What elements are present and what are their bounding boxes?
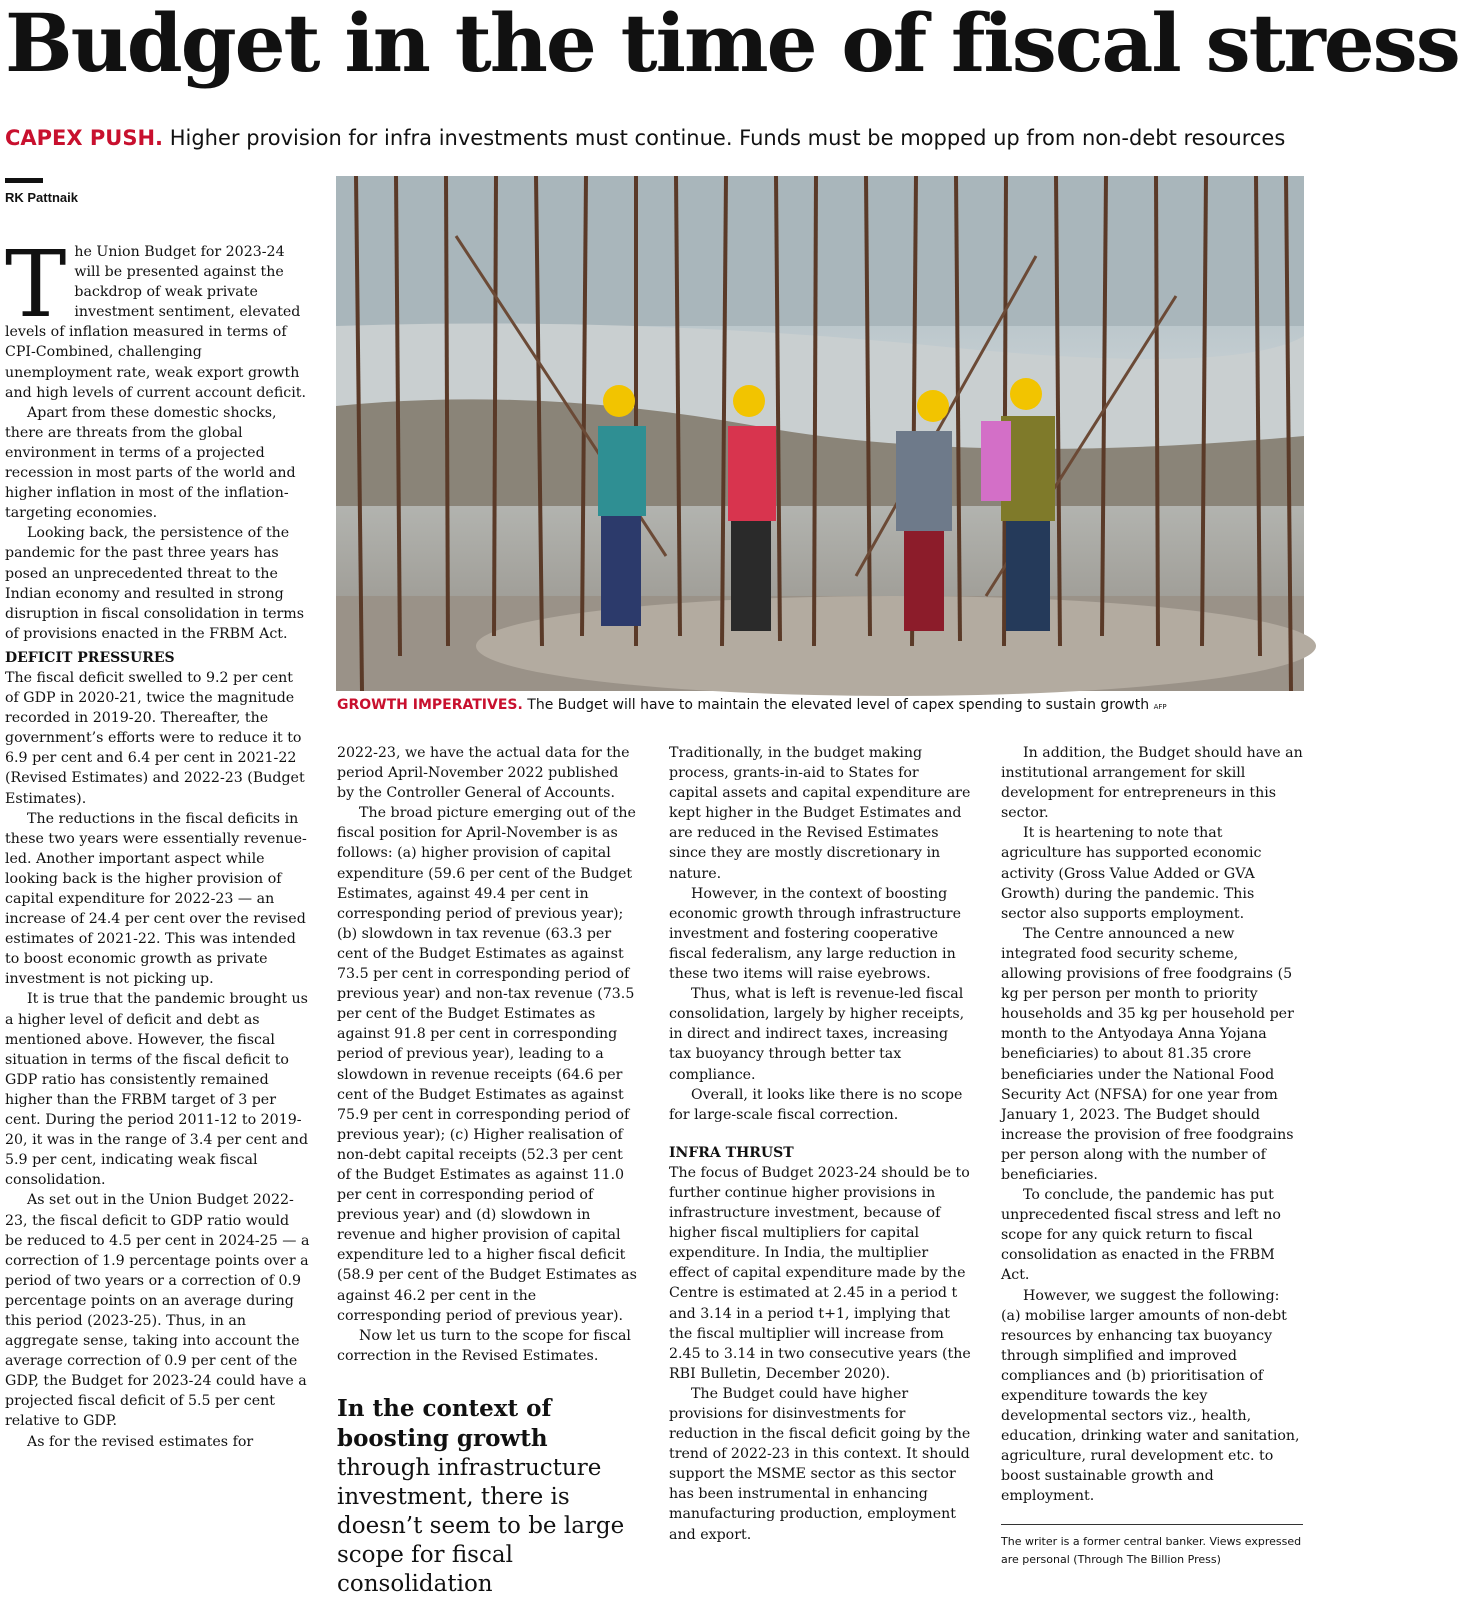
- pull-quote: [337, 1394, 637, 1599]
- section-heading: INFRA THRUST: [669, 1144, 794, 1161]
- photo-caption: [337, 697, 1305, 713]
- article-column-4: [1001, 743, 1303, 1513]
- article-column-1: [5, 231, 310, 1566]
- caption-kicker: GROWTH IMPERATIVES.: [337, 697, 523, 713]
- paragraph: As for the revised estimates for: [27, 1433, 254, 1450]
- byline: RK Pattnaik: [5, 190, 78, 205]
- construction-photo: [336, 176, 1304, 691]
- paragraph: Thus, what is left is revenue-led fiscal consolidation, largely by higher receipts, in direct and indirect taxes, increasing tax buoyancy through better tax compliance.: [669, 986, 965, 1083]
- paragraph: The fiscal deficit swelled to 9.2 per cent of GDP in 2020-21, twice the magnitude recorded in 2019-20. Thereafter, the government’s efforts were to reduce it to 6.9 per cent and 6.4 per cent in 2021-22 (Revised Estimates) and 2022-23 (Budget Estimates).: [5, 669, 305, 807]
- paragraph: 2022-23, we have the actual data for the period April-November 2022 published by the Controller General of Accounts.: [337, 745, 630, 802]
- paragraph: However, we suggest the following: (a) mobilise larger amounts of non-debt resources by enhancing tax buoyancy through simplified and improved compliances and (b) prioritisation of expenditure towards the key developmental sectors viz., health, education, drinking water and sanitation, agriculture, rural development etc. to boost sustainable growth and employment.: [1001, 1287, 1300, 1505]
- paragraph: he Union Budget for 2023-24 will be presented against the backdrop of weak private investment sentiment, elevated levels of inflation measured in terms of CPI-Combined, challenging unemployment rate, weak export growth and high levels of current account deficit.: [5, 244, 306, 401]
- drop-cap: T: [5, 231, 67, 338]
- paragraph: The Centre announced a new integrated food security scheme, allowing provisions of free foodgrains (5 kg per person per month to priority households and 35 kg per household per month to the Antyodaya Anna Yojana beneficiaries) to about 81.35 crore beneficiaries under the National Food Security Act (NFSA) for one year from January 1, 2023. The Budget should increase the provision of free foodgrains per person along with the number of beneficiaries.: [1001, 925, 1294, 1183]
- paragraph: To conclude, the pandemic has put unprecedented fiscal stress and left no scope for any quick return to fiscal consolidation as enacted in the FRBM Act.: [1001, 1187, 1281, 1284]
- byline-rule: [5, 178, 43, 183]
- caption-text: The Budget will have to maintain the elevated level of capex spending to sustain growth: [527, 697, 1150, 713]
- article-column-2: [337, 743, 639, 1383]
- construction-photo-illustration: [336, 176, 1304, 691]
- article-column-3: [669, 743, 971, 1566]
- photo-credit: AFP: [1153, 703, 1167, 711]
- paragraph: Traditionally, in the budget making process, grants-in-aid to States for capital assets and capital expenditure are kept higher in the Budget Estimates and are reduced in the Revised Estimates since they are mostly discretionary in nature.: [669, 745, 971, 882]
- paragraph: It is true that the pandemic brought us a higher level of deficit and debt as mentioned above. However, the fiscal situation in terms of the fiscal deficit to GDP ratio has consistently remained higher than the FRBM target of 3 per cent. During the period 2011-12 to 2019-20, it was in the range of 3.4 per cent and 5.9 per cent, indicating weak fiscal consolidation.: [5, 991, 309, 1189]
- paragraph: However, in the context of boosting economic growth through infrastructure investment and fostering cooperative fiscal federalism, any large reduction in these two items will raise eyebrows.: [669, 885, 961, 983]
- paragraph: In addition, the Budget should have an institutional arrangement for skill development for entrepreneurs in this sector.: [1001, 745, 1303, 822]
- deck: [5, 126, 1305, 150]
- paragraph: It is heartening to note that agriculture has supported economic activity (Gross Value Added or GVA Growth) during the pandemic. This sector also supports employment.: [1001, 825, 1262, 922]
- headline: Budget in the time of fiscal stress: [5, 0, 1459, 90]
- pull-quote-text: through infrastructure investment, there is doesn’t seem to be large scope for fiscal consolidation: [337, 1455, 625, 1597]
- paragraph: The focus of Budget 2023-24 should be to further continue higher provisions in infrastructure investment, because of higher fiscal multipliers for capital expenditure. In India, the multiplier effect of capital expenditure made by the Centre is estimated at 2.45 in a period t and 3.14 in a period t+1, implying that the fiscal multiplier will increase from 2.45 to 3.14 in two consecutive years (the RBI Bulletin, December 2020).: [669, 1164, 971, 1382]
- paragraph: Apart from these domestic shocks, there are threats from the global environment in terms of a projected recession in most parts of the world and higher inflation in most of the inflation-targeting economies.: [5, 404, 296, 522]
- paragraph: The Budget could have higher provisions for disinvestments for reduction in the fiscal deficit going by the trend of 2022-23 in this context. It should support the MSME sector as this sector has been instrumental in enhancing manufacturing production, employment and export.: [669, 1385, 971, 1543]
- deck-text: Higher provision for infra investments must continue. Funds must be mopped up from non-debt resources: [169, 126, 1286, 150]
- paragraph: Looking back, the persistence of the pandemic for the past three years has posed an unprecedented threat to the Indian economy and resulted in strong disruption in fiscal consolidation in terms of provisions enacted in the FRBM Act.: [5, 525, 304, 642]
- section-heading: DEFICIT PRESSURES: [5, 649, 175, 666]
- author-note: The writer is a former central banker. Views expressed are personal (Through The Billion Press): [1001, 1524, 1303, 1569]
- paragraph: The reductions in the fiscal deficits in these two years were essentially revenue-led. Another important aspect while looking back is the higher provision of capital expenditure for 2022-23 — an increase of 24.4 per cent over the revised estimates of 2021-22. This was intended to boost economic growth as private investment is not picking up.: [5, 810, 307, 988]
- paragraph: Now let us turn to the scope for fiscal correction in the Revised Estimates.: [337, 1327, 631, 1364]
- paragraph: Overall, it looks like there is no scope for large-scale fiscal correction.: [669, 1086, 963, 1123]
- paragraph: The broad picture emerging out of the fiscal position for April-November is as follows: (a) higher provision of capital expenditure (59.6 per cent of the Budget Estimates, against 49.4 per cent in corresponding period of previous year); (b) slowdown in tax revenue (63.3 per cent of the Budget Estimates as against 73.5 per cent in corresponding period of previous year) and non-tax revenue (73.5 per cent of the Budget Estimates as against 91.8 per cent in corresponding period of previous year), leading to a slowdown in revenue receipts (64.6 per cent of the Budget Estimates as against 75.9 per cent in corresponding period of previous year); (c) Higher realisation of non-debt capital receipts (52.3 per cent of the Budget Estimates as against 11.0 per cent in corresponding period of previous year) and (d) slowdown in revenue and higher provision of capital expenditure led to a higher fiscal deficit (58.9 per cent of the Budget Estimates as against 46.2 per cent in the corresponding period of previous year).: [337, 805, 637, 1324]
- paragraph: As set out in the Union Budget 2022-23, the fiscal deficit to GDP ratio would be reduced to 4.5 per cent in 2024-25 — a correction of 1.9 percentage points over a period of two years or a correction of 0.9 percentage points on an average during this period (2023-25). Thus, in an aggregate sense, taking into account the average correction of 0.9 per cent of the GDP, the Budget for 2023-24 could have a projected fiscal deficit of 5.5 per cent relative to GDP.: [5, 1192, 310, 1430]
- pull-quote-bold: In the context of boosting growth: [337, 1395, 552, 1452]
- deck-kicker: CAPEX PUSH.: [5, 126, 164, 150]
